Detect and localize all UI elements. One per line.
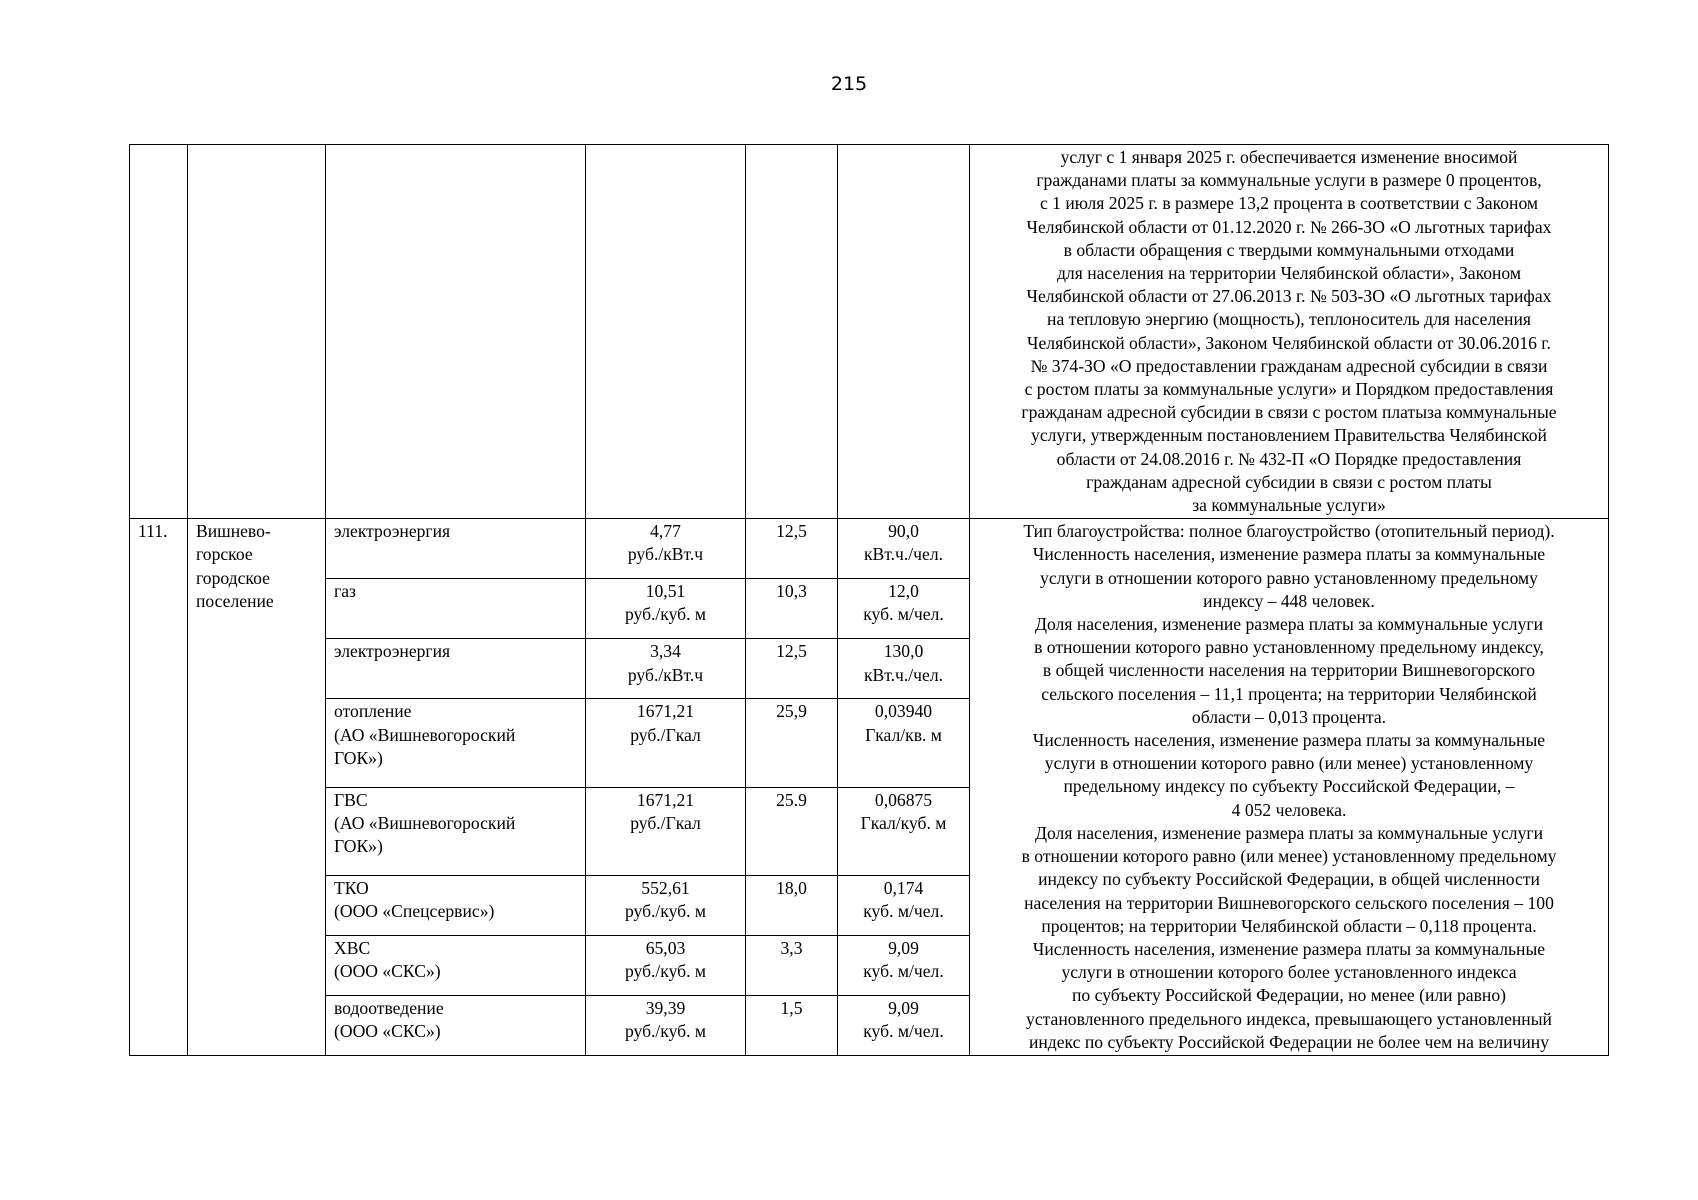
line: 4 052 человека. [1231,799,1347,820]
note-line: гражданам адресной субсидии в связи с ростом платыза коммунальные [1021,402,1557,423]
note-line: услуги, утвержденным постановлением Правительства Челябинской [1031,425,1547,446]
line: Доля населения, изменение размера платы за коммунальные услуги [1034,822,1543,843]
line: в отношении которого равно установленному предельному индексу, [1034,637,1544,658]
cell-empty [188,145,326,519]
note-line: в области обращения с твердыми коммунальными отходами [1063,239,1515,260]
line: установленного предельного индекса, превышающего установленный [1026,1008,1552,1029]
tariff-cell [586,787,746,875]
line: 9,09 [888,997,919,1018]
line: 65,03 [645,937,686,958]
cell-empty [838,145,970,519]
line: электроэнергия [334,521,451,542]
service-name [326,579,586,639]
cell-empty [326,145,586,519]
service-name [326,519,586,579]
table-row-continuation [130,145,1609,519]
norm-cell [838,519,970,579]
line: куб. м/чел. [863,900,944,921]
notes-cell [970,145,1609,519]
note-line: с 1 июля 2025 г. в размере 13,2 процента в соответствии с Законом [1039,193,1539,214]
line: услуги в отношении которого более установленного индекса [1061,962,1517,983]
line: 12,0 [888,581,919,602]
line: кВт.ч./чел. [863,544,944,565]
notes-cell [970,519,1609,1056]
line: Численность населения, изменение размера платы за коммунальные [1032,544,1546,565]
line: услуги в отношении которого равно (или менее) установленному [1044,753,1534,774]
line: 39,39 [645,997,686,1018]
note-line: Челябинской области от 01.12.2020 г. № 266-ЗО «О льготных тарифах [1026,216,1552,237]
line: индексу по субъекту Российской Федерации, в общей численности [1038,869,1540,890]
line: в общей численности населения на территории Вишневогорского [1042,660,1536,681]
line: (ООО «Спецсервис») [334,900,495,921]
line: ГОК») [334,835,383,856]
norm-cell [838,995,970,1055]
note-line: Челябинской области», Законом Челябинской области от 30.06.2016 г. [1027,332,1551,353]
line: водоотведение [334,997,444,1018]
line: Доля населения, изменение размера платы за коммунальные услуги [1034,614,1543,635]
entry-number: 111. [130,519,188,1056]
line: населения на территории Вишневогорского сельского поселения – 100 [1024,892,1554,913]
line: отопление [334,701,412,722]
line: (ООО «СКС») [334,961,441,982]
service-name [326,787,586,875]
note-line: Челябинской области от 27.06.2013 г. № 503-ЗО «О льготных тарифах [1026,286,1552,307]
line: поселение [196,590,274,611]
line: Тип благоустройства: полное благоустройство (отопительный период). [1023,521,1555,542]
norm-cell [838,787,970,875]
line: 0,174 [883,877,924,898]
line: руб./кВт.ч [627,544,704,565]
line: индексу – 448 человек. [1203,590,1375,611]
line: 9,09 [888,937,919,958]
line: области – 0,013 процента. [1191,706,1387,727]
line: сельского поселения – 11,1 процента; на территории Челябинской [1041,683,1537,704]
page-number: 215 [830,73,868,95]
line: Численность населения, изменение размера платы за коммунальные [1032,938,1546,959]
line: руб./куб. м [624,900,707,921]
line: ГОК») [334,747,383,768]
line: руб./кВт.ч [627,664,704,685]
line: электроэнергия [334,641,451,662]
line: 552,61 [641,877,690,898]
note-line: на тепловую энергию (мощность), теплоноситель для населения [1047,309,1531,330]
increase-cell: 10,3 [746,579,838,639]
tariff-cell [586,639,746,699]
note-line: с ростом платы за коммунальные услуги» и Порядком предоставления [1024,379,1554,400]
line: кВт.ч./чел. [863,664,944,685]
tariff-cell [586,875,746,935]
line: услуги в отношении которого равно установленному предельному [1040,567,1538,588]
cell-empty [130,145,188,519]
line: Гкал/кв. м [865,724,942,745]
service-name [326,875,586,935]
service-row [130,519,1609,579]
note-line: № 374-ЗО «О предоставлении гражданам адресной субсидии в связи [1030,355,1548,376]
line: руб./Гкал [630,812,701,833]
norm-cell [838,639,970,699]
line: куб. м/чел. [863,604,944,625]
line: индекс по субъекту Российской Федерации не более чем на величину [1028,1031,1550,1052]
increase-cell: 12,5 [746,639,838,699]
increase-cell: 1,5 [746,995,838,1055]
tariff-cell [586,519,746,579]
line: городское [196,567,270,588]
increase-cell: 3,3 [746,935,838,995]
note-line: гражданами платы за коммунальные услуги в размере 0 процентов, [1036,170,1542,191]
line: руб./куб. м [624,1021,707,1042]
line: Вишнево- [196,521,271,542]
norm-cell [838,935,970,995]
tariff-cell [586,935,746,995]
note-line: гражданам адресной субсидии в связи с ростом платы [1086,471,1492,492]
cell-empty [586,145,746,519]
line: 0,03940 [874,701,933,722]
line: ТКО [334,877,369,898]
line: горское [196,544,253,565]
line: 1671,21 [636,789,695,810]
line: 90,0 [888,521,919,542]
tariff-cell [586,579,746,639]
line: ХВС [334,937,371,958]
note-line: для населения на территории Челябинской области», Законом [1056,263,1522,284]
line: (АО «Вишневогороский [334,812,516,833]
increase-cell: 25,9 [746,699,838,787]
line: (АО «Вишневогороский [334,724,516,745]
note-line: области от 24.08.2016 г. № 432-П «О Порядке предоставления [1056,448,1522,469]
line: в отношении которого равно (или менее) установленному предельному [1021,846,1557,867]
line: 10,51 [645,581,686,602]
norm-cell [838,579,970,639]
line: газ [334,581,356,602]
line: процентов; на территории Челябинской области – 0,118 процента. [1041,915,1537,936]
line: куб. м/чел. [863,961,944,982]
increase-cell: 12,5 [746,519,838,579]
increase-cell: 25.9 [746,787,838,875]
line: Гкал/куб. м [860,812,947,833]
increase-cell: 18,0 [746,875,838,935]
line: 0,06875 [874,789,933,810]
norm-cell [838,875,970,935]
line: Численность населения, изменение размера платы за коммунальные [1032,730,1546,751]
line: руб./куб. м [624,961,707,982]
municipality-cell [188,519,326,1056]
line: 130,0 [883,641,924,662]
tariff-cell [586,699,746,787]
service-name [326,639,586,699]
norm-cell [838,699,970,787]
line: руб./Гкал [630,724,701,745]
service-name [326,995,586,1055]
note-line: за коммунальные услуги» [1192,495,1386,516]
line: куб. м/чел. [863,1021,944,1042]
line: ГВС [334,789,368,810]
line: по субъекту Российской Федерации, но менее (или равно) [1072,985,1506,1006]
line: руб./куб. м [624,604,707,625]
line: 3,34 [650,641,681,662]
table-body [130,145,1609,1056]
note-line: услуг с 1 января 2025 г. обеспечивается изменение вносимой [1060,147,1518,167]
tariff-cell [586,995,746,1055]
cell-empty [746,145,838,519]
line: 4,77 [650,521,681,542]
line: 1671,21 [636,701,695,722]
service-name [326,935,586,995]
service-name [326,699,586,787]
tariff-table [129,144,1609,1056]
line: предельному индексу по субъекту Российской Федерации, – [1063,776,1515,797]
line: (ООО «СКС») [334,1021,441,1042]
